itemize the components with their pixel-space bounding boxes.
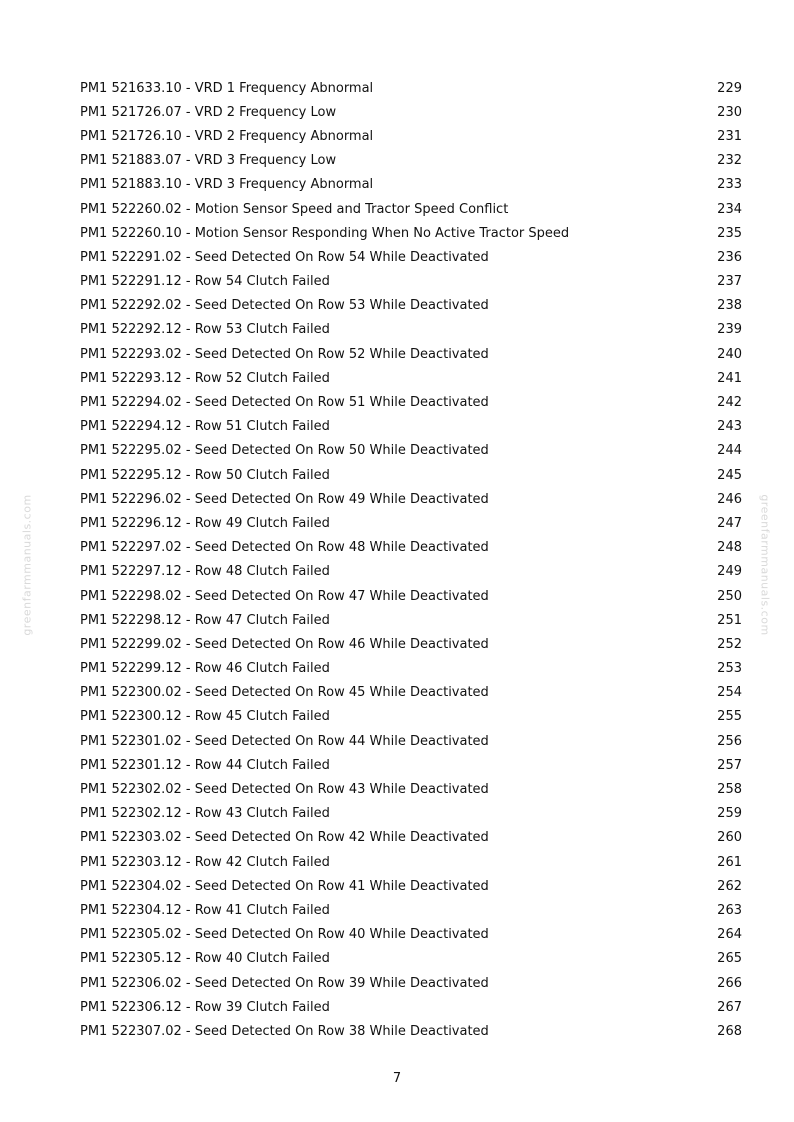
- toc-entry[interactable]: [80, 511, 742, 535]
- toc-entry[interactable]: [80, 76, 742, 100]
- toc-entry-page: 240: [717, 346, 742, 362]
- toc-entry[interactable]: [80, 173, 742, 197]
- toc-entry[interactable]: [80, 1019, 742, 1043]
- table-of-contents: [80, 76, 742, 1044]
- toc-entry-page: 238: [717, 298, 742, 314]
- toc-entry-page: 261: [717, 854, 742, 870]
- toc-entry-page: 262: [717, 878, 742, 894]
- toc-entry-page: 247: [717, 515, 742, 531]
- toc-entry-page: 235: [717, 225, 742, 241]
- toc-entry[interactable]: [80, 729, 742, 753]
- toc-entry[interactable]: [80, 149, 742, 173]
- toc-entry-title: PM1 522294.12 - Row 51 Clutch Failed: [80, 419, 330, 435]
- toc-entry-title: PM1 522304.12 - Row 41 Clutch Failed: [80, 902, 330, 918]
- toc-entry-page: 231: [717, 128, 742, 144]
- toc-entry-title: PM1 522292.02 - Seed Detected On Row 53 While Deactivated: [80, 298, 489, 314]
- toc-entry-title: PM1 522302.02 - Seed Detected On Row 43 While Deactivated: [80, 782, 489, 798]
- toc-entry-title: PM1 521726.10 - VRD 2 Frequency Abnormal: [80, 128, 374, 144]
- toc-entry[interactable]: [80, 850, 742, 874]
- toc-entry[interactable]: [80, 463, 742, 487]
- toc-entry-page: 266: [717, 975, 742, 991]
- toc-entry-page: 233: [717, 177, 742, 193]
- toc-entry[interactable]: [80, 197, 742, 221]
- toc-entry-page: 263: [717, 902, 742, 918]
- toc-entry-page: 230: [717, 104, 742, 120]
- watermark-left: greenfarmmanuals.com: [20, 494, 34, 636]
- toc-entry[interactable]: [80, 100, 742, 124]
- toc-entry-title: PM1 522302.12 - Row 43 Clutch Failed: [80, 806, 330, 822]
- toc-entry[interactable]: [80, 342, 742, 366]
- toc-entry[interactable]: [80, 245, 742, 269]
- toc-entry[interactable]: [80, 318, 742, 342]
- toc-entry-page: 242: [717, 395, 742, 411]
- toc-entry[interactable]: [80, 947, 742, 971]
- toc-entry[interactable]: [80, 294, 742, 318]
- watermark-right: greenfarmmanuals.com: [758, 494, 772, 636]
- toc-entry-title: PM1 522297.12 - Row 48 Clutch Failed: [80, 564, 330, 580]
- toc-entry-title: PM1 522301.02 - Seed Detected On Row 44 While Deactivated: [80, 733, 489, 749]
- toc-entry-page: 253: [717, 661, 742, 677]
- toc-entry[interactable]: [80, 632, 742, 656]
- toc-entry-title: PM1 522293.12 - Row 52 Clutch Failed: [80, 370, 330, 386]
- toc-entry[interactable]: [80, 971, 742, 995]
- toc-entry-title: PM1 522303.12 - Row 42 Clutch Failed: [80, 854, 330, 870]
- toc-entry-page: 232: [717, 153, 742, 169]
- toc-entry-page: 250: [717, 588, 742, 604]
- toc-entry[interactable]: [80, 705, 742, 729]
- toc-entry[interactable]: [80, 995, 742, 1019]
- toc-entry[interactable]: [80, 439, 742, 463]
- toc-entry-title: PM1 522294.02 - Seed Detected On Row 51 While Deactivated: [80, 395, 489, 411]
- toc-entry[interactable]: [80, 657, 742, 681]
- toc-entry-page: 229: [717, 80, 742, 96]
- toc-entry[interactable]: [80, 826, 742, 850]
- toc-entry-title: PM1 522293.02 - Seed Detected On Row 52 While Deactivated: [80, 346, 489, 362]
- toc-entry-title: PM1 522298.02 - Seed Detected On Row 47 While Deactivated: [80, 588, 489, 604]
- toc-entry[interactable]: [80, 366, 742, 390]
- toc-entry[interactable]: [80, 390, 742, 414]
- toc-entry-page: 244: [717, 443, 742, 459]
- toc-entry[interactable]: [80, 874, 742, 898]
- toc-entry-title: PM1 522291.12 - Row 54 Clutch Failed: [80, 274, 330, 290]
- toc-entry-page: 248: [717, 540, 742, 556]
- toc-entry-title: PM1 522296.12 - Row 49 Clutch Failed: [80, 515, 330, 531]
- toc-entry[interactable]: [80, 923, 742, 947]
- toc-entry-title: PM1 521883.07 - VRD 3 Frequency Low: [80, 153, 337, 169]
- toc-entry[interactable]: [80, 536, 742, 560]
- toc-entry-title: PM1 522304.02 - Seed Detected On Row 41 While Deactivated: [80, 878, 489, 894]
- toc-entry[interactable]: [80, 560, 742, 584]
- toc-entry[interactable]: [80, 270, 742, 294]
- toc-entry-title: PM1 522292.12 - Row 53 Clutch Failed: [80, 322, 330, 338]
- toc-entry[interactable]: [80, 487, 742, 511]
- toc-entry[interactable]: [80, 802, 742, 826]
- toc-entry-page: 246: [717, 491, 742, 507]
- toc-entry-title: PM1 522298.12 - Row 47 Clutch Failed: [80, 612, 330, 628]
- toc-entry-title: PM1 521883.10 - VRD 3 Frequency Abnormal: [80, 177, 374, 193]
- toc-entry[interactable]: [80, 681, 742, 705]
- toc-entry-page: 252: [717, 636, 742, 652]
- toc-entry-title: PM1 522260.10 - Motion Sensor Responding When No Active Tractor Speed: [80, 225, 570, 241]
- toc-entry[interactable]: [80, 753, 742, 777]
- toc-entry-title: PM1 521726.07 - VRD 2 Frequency Low: [80, 104, 337, 120]
- toc-entry-title: PM1 522291.02 - Seed Detected On Row 54 While Deactivated: [80, 249, 489, 265]
- toc-entry-page: 243: [717, 419, 742, 435]
- toc-entry-page: 251: [717, 612, 742, 628]
- toc-entry-title: PM1 522306.02 - Seed Detected On Row 39 While Deactivated: [80, 975, 489, 991]
- toc-entry-title: PM1 522300.02 - Seed Detected On Row 45 While Deactivated: [80, 685, 489, 701]
- toc-entry[interactable]: [80, 777, 742, 801]
- toc-entry-page: 249: [717, 564, 742, 580]
- toc-entry-title: PM1 522303.02 - Seed Detected On Row 42 While Deactivated: [80, 830, 489, 846]
- toc-entry-page: 268: [717, 1023, 742, 1039]
- toc-entry[interactable]: [80, 584, 742, 608]
- toc-entry-page: 239: [717, 322, 742, 338]
- toc-entry-title: PM1 522301.12 - Row 44 Clutch Failed: [80, 757, 330, 773]
- toc-entry-title: PM1 522305.02 - Seed Detected On Row 40 While Deactivated: [80, 927, 489, 943]
- toc-entry-page: 237: [717, 274, 742, 290]
- toc-entry-page: 257: [717, 757, 742, 773]
- toc-entry-page: 264: [717, 927, 742, 943]
- toc-entry[interactable]: [80, 898, 742, 922]
- toc-entry-page: 234: [717, 201, 742, 217]
- toc-entry-page: 241: [717, 370, 742, 386]
- toc-entry-page: 258: [717, 782, 742, 798]
- toc-entry-title: PM1 522305.12 - Row 40 Clutch Failed: [80, 951, 330, 967]
- toc-entry-page: 255: [717, 709, 742, 725]
- toc-entry-title: PM1 522295.02 - Seed Detected On Row 50 While Deactivated: [80, 443, 489, 459]
- toc-entry-title: PM1 522307.02 - Seed Detected On Row 38 While Deactivated: [80, 1023, 489, 1039]
- page-number: 7: [392, 1071, 402, 1086]
- toc-entry-page: 236: [717, 249, 742, 265]
- toc-entry-title: PM1 522295.12 - Row 50 Clutch Failed: [80, 467, 330, 483]
- toc-entry-title: PM1 522299.12 - Row 46 Clutch Failed: [80, 661, 330, 677]
- toc-entry-page: 245: [717, 467, 742, 483]
- toc-entry-title: PM1 521633.10 - VRD 1 Frequency Abnormal: [80, 80, 374, 96]
- toc-entry-title: PM1 522299.02 - Seed Detected On Row 46 While Deactivated: [80, 636, 489, 652]
- toc-entry-title: PM1 522260.02 - Motion Sensor Speed and Tractor Speed Conflict: [80, 201, 509, 217]
- toc-entry-title: PM1 522300.12 - Row 45 Clutch Failed: [80, 709, 330, 725]
- toc-entry[interactable]: [80, 608, 742, 632]
- toc-entry-title: PM1 522297.02 - Seed Detected On Row 48 While Deactivated: [80, 540, 489, 556]
- toc-entry-title: PM1 522306.12 - Row 39 Clutch Failed: [80, 999, 330, 1015]
- toc-entry[interactable]: [80, 124, 742, 148]
- toc-entry-page: 267: [717, 999, 742, 1015]
- toc-entry-page: 254: [717, 685, 742, 701]
- toc-entry[interactable]: [80, 415, 742, 439]
- toc-entry-page: 259: [717, 806, 742, 822]
- toc-entry-page: 260: [717, 830, 742, 846]
- toc-entry-page: 256: [717, 733, 742, 749]
- toc-entry[interactable]: [80, 221, 742, 245]
- toc-entry-title: PM1 522296.02 - Seed Detected On Row 49 While Deactivated: [80, 491, 489, 507]
- toc-entry-page: 265: [717, 951, 742, 967]
